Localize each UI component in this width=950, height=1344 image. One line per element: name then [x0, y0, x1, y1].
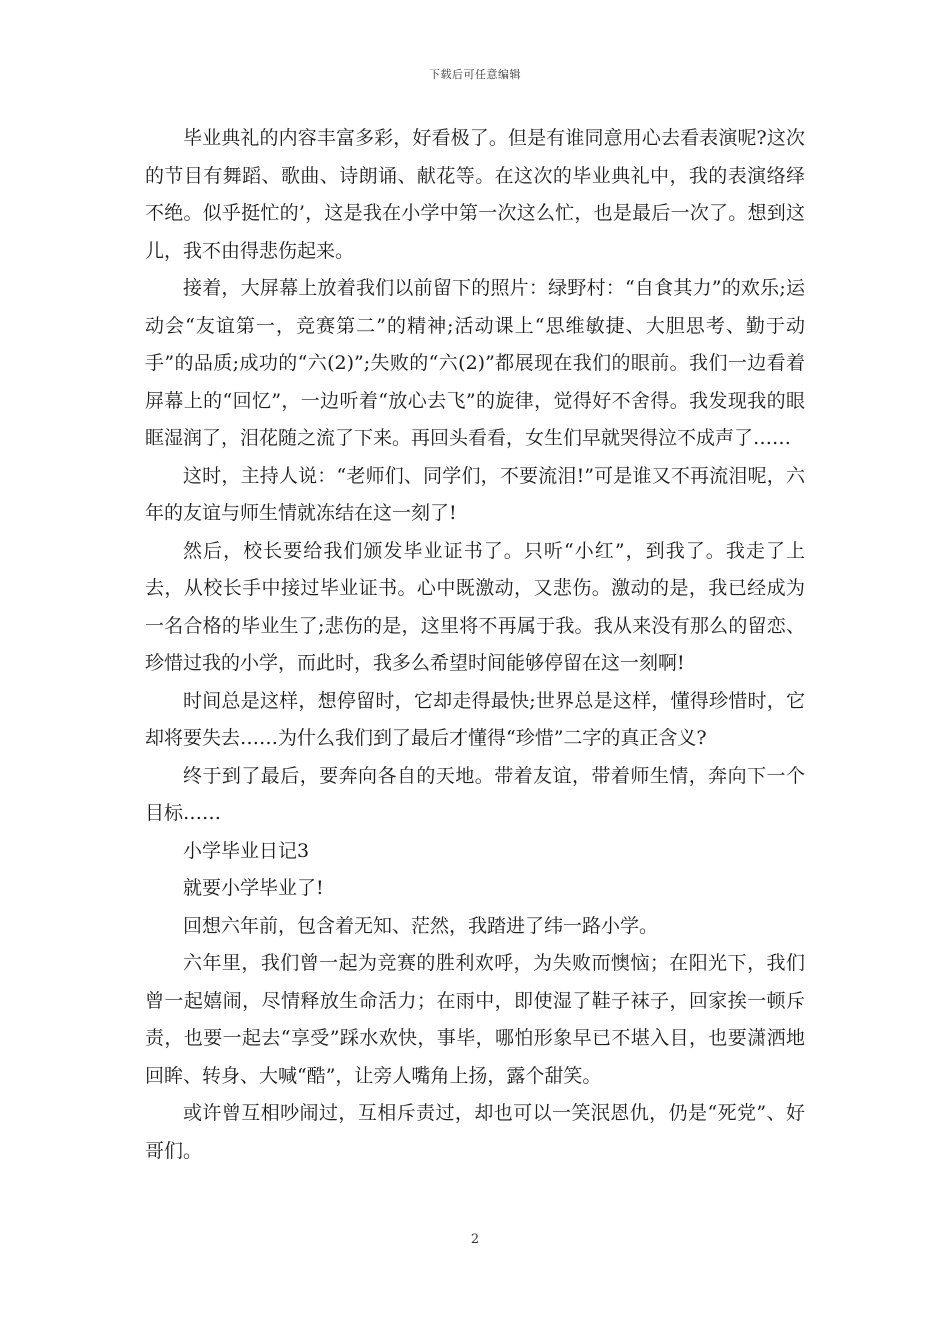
page-number: 2 [470, 1232, 480, 1247]
paragraph-friends: 或许曾互相吵闹过，互相斥责过，却也可以一笑泯恩仇，仍是“死党”、好哥们。 [145, 1102, 805, 1162]
document-body [145, 120, 805, 1170]
paragraph-host: 这时，主持人说：“老师们、同学们，不要流泪!”可是谁又不再流泪呢，六年的友谊与师生情就冻结在这一刻了! [145, 464, 805, 524]
section-title: 小学毕业日记3 [183, 839, 310, 862]
paragraph-recall: 回想六年前，包含着无知、茫然，我踏进了纬一路小学。 [183, 914, 659, 937]
paragraph-farewell: 终于到了最后，要奔向各自的天地。带着友谊，带着师生情，奔向下一个目标…… [145, 764, 805, 824]
paragraph-six-years: 六年里，我们曾一起为竞赛的胜利欢呼，为失败而懊恼；在阳光下，我们曾一起嬉闹，尽情释放生命活力；在雨中，即使湿了鞋子袜子，回家挨一顿斥责，也要一起去“享受”踩水欢快，事毕，哪怕形象早已不堪入目，也要潇洒地回眸、转身、大喊“酷”，让旁人嘴角上扬，露个甜笑。 [145, 952, 805, 1087]
paragraph-time: 时间总是这样，想停留时，它却走得最快;世界总是这样，懂得珍惜时，它却将要失去……为什么我们到了最后才懂得“珍惜”二字的真正含义? [145, 689, 805, 749]
paragraph-graduating: 就要小学毕业了! [183, 877, 324, 899]
page-header: 下载后可任意编辑 [429, 68, 521, 81]
paragraph-photos: 接着，大屏幕上放着我们以前留下的照片：绿野村：“自食其力”的欢乐;运动会“友谊第一，竞赛第二”的精神;活动课上“思维敏捷、大胆思考、勤于动手”的品质;成功的“六(2)”;失败的“六(2)”都展现在我们的眼前。我们一边看着屏幕上的“回忆”，一边听着“放心去飞”的旋律，觉得好不舍得。我发现我的眼眶湿润了，泪花随之流了下来。再回头看看，女生们早就哭得泣不成声了…… [145, 277, 805, 449]
paragraph-certificate: 然后，校长要给我们颁发毕业证书了。只听“小红”，到我了。我走了上去，从校长手中接过毕业证书。心中既激动，又悲伤。激动的是，我已经成为一名合格的毕业生了;悲伤的是，这里将不再属于我。我从来没有那么的留恋、珍惜过我的小学，而此时，我多么希望时间能够停留在这一刻啊! [145, 539, 805, 674]
paragraph-ceremony: 毕业典礼的内容丰富多彩，好看极了。但是有谁同意用心去看表演呢?这次的节目有舞蹈、歌曲、诗朗诵、献花等。在这次的毕业典礼中，我的表演络绎不绝。似乎挺忙的’，这是我在小学中第一次这么忙，也是最后一次了。想到这儿，我不由得悲伤起来。 [145, 127, 805, 262]
